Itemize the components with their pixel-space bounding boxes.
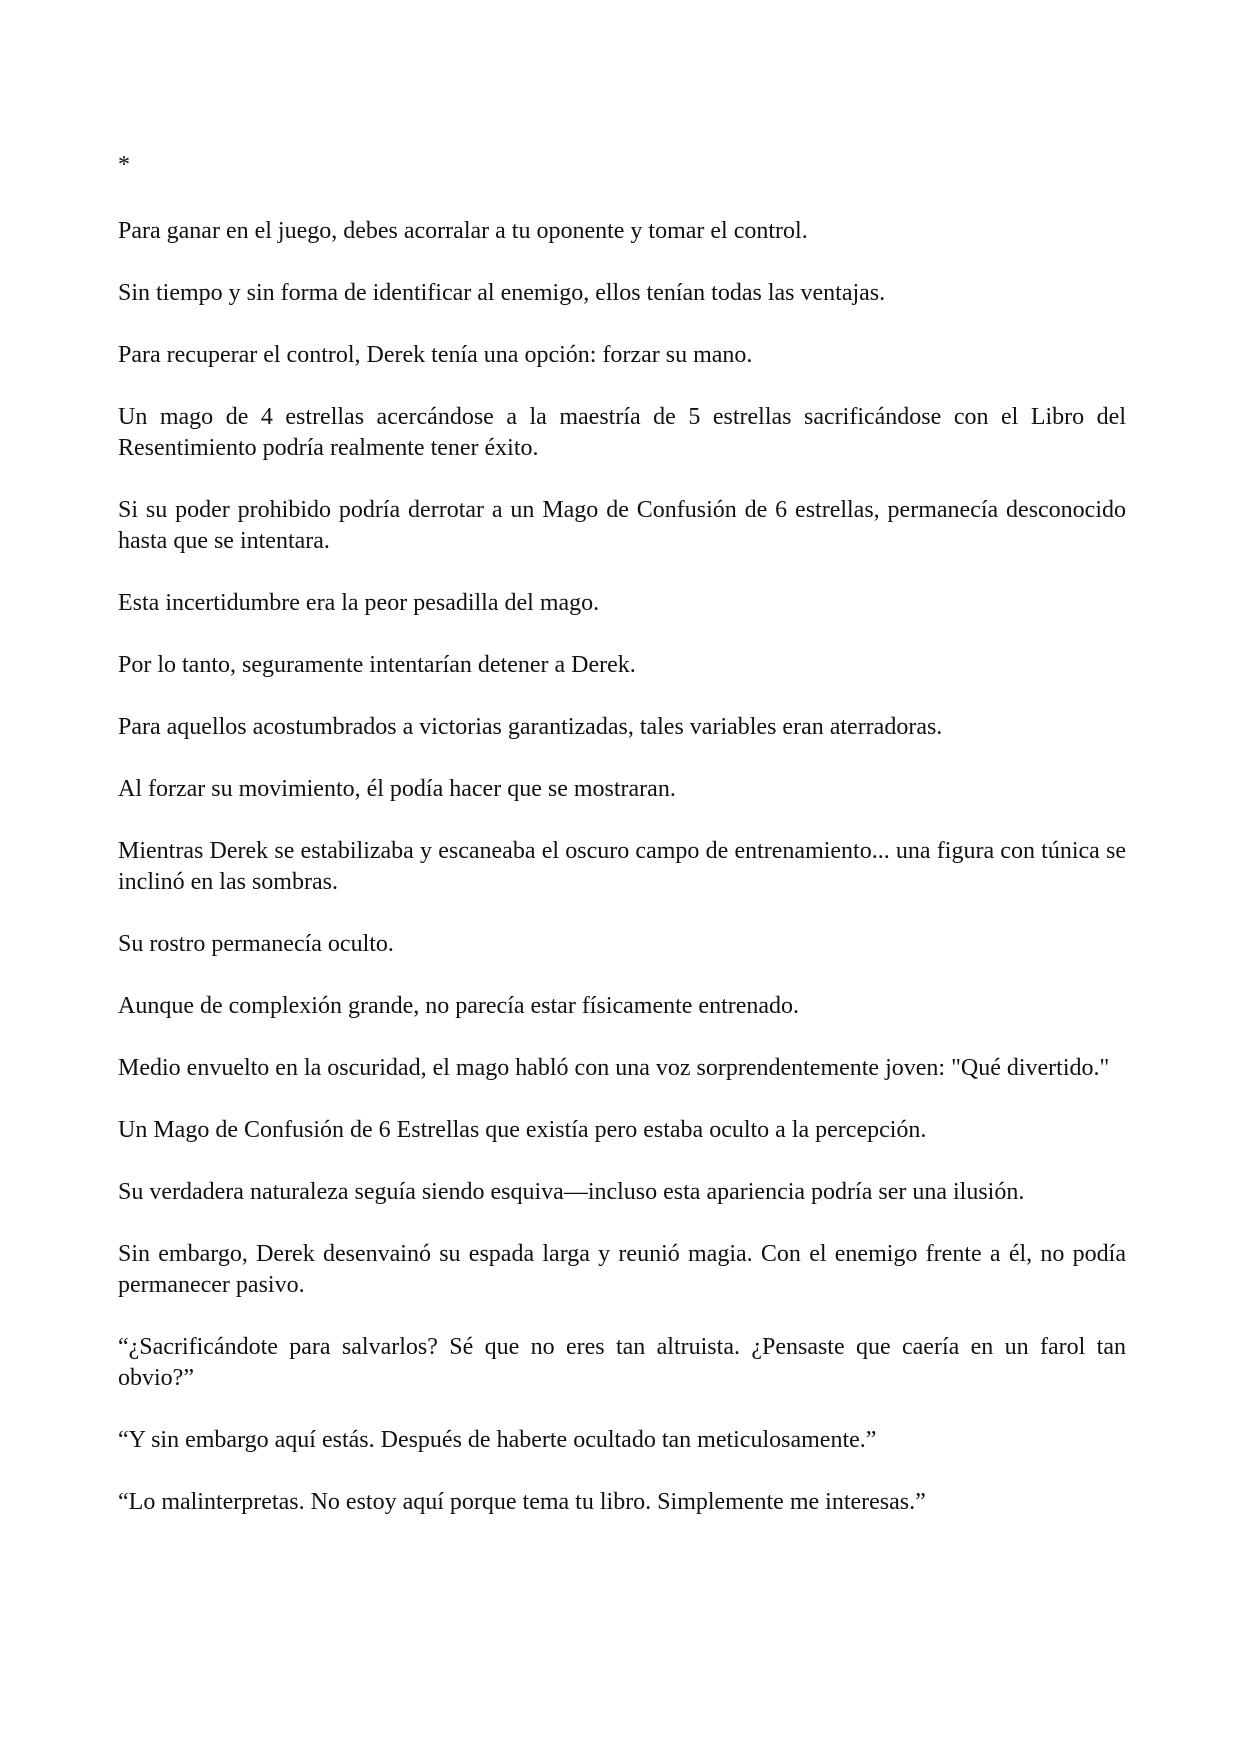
paragraph: Esta incertidumbre era la peor pesadilla del mago. (118, 590, 600, 616)
paragraph: Para ganar en el juego, debes acorralar a tu oponente y tomar el control. (118, 218, 808, 244)
paragraph: Un mago de 4 estrellas acercándose a la maestría de 5 estrellas sacrificándose con el Libro del Resentimiento podría realmente tener éxito. (118, 404, 1126, 461)
paragraph: Sin embargo, Derek desenvainó su espada larga y reunió magia. Con el enemigo frente a él, no podía permanecer pasivo. (118, 1241, 1126, 1298)
paragraph-list (118, 216, 1126, 1549)
paragraph: Sin tiempo y sin forma de identificar al enemigo, ellos tenían todas las ventajas. (118, 280, 886, 306)
paragraph: Su verdadera naturaleza seguía siendo esquiva—incluso esta apariencia podría ser una ilusión. (118, 1179, 1025, 1205)
paragraph: Su rostro permanecía oculto. (118, 931, 394, 957)
paragraph: Por lo tanto, seguramente intentarían detener a Derek. (118, 652, 636, 678)
paragraph: Para recuperar el control, Derek tenía una opción: forzar su mano. (118, 342, 753, 368)
paragraph: Un Mago de Confusión de 6 Estrellas que existía pero estaba oculto a la percepción. (118, 1117, 927, 1143)
paragraph: Si su poder prohibido podría derrotar a un Mago de Confusión de 6 estrellas, permanecía desconocido hasta que se intentara. (118, 497, 1126, 554)
scene-separator: * (118, 152, 130, 178)
paragraph: Aunque de complexión grande, no parecía estar físicamente entrenado. (118, 993, 800, 1019)
paragraph: “Y sin embargo aquí estás. Después de haberte ocultado tan meticulosamente.” (118, 1427, 877, 1453)
paragraph: “Lo malinterpretas. No estoy aquí porque tema tu libro. Simplemente me interesas.” (118, 1489, 926, 1515)
paragraph: Medio envuelto en la oscuridad, el mago habló con una voz sorprendentemente joven: "Qué divertido." (118, 1055, 1110, 1081)
paragraph: Mientras Derek se estabilizaba y escaneaba el oscuro campo de entrenamiento... una figura con túnica se inclinó en las sombras. (118, 838, 1126, 895)
paragraph: Para aquellos acostumbrados a victorias garantizadas, tales variables eran aterradoras. (118, 714, 943, 740)
paragraph: “¿Sacrificándote para salvarlos? Sé que no eres tan altruista. ¿Pensaste que caería en un farol tan obvio?” (118, 1334, 1126, 1391)
paragraph: Al forzar su movimiento, él podía hacer que se mostraran. (118, 776, 676, 802)
